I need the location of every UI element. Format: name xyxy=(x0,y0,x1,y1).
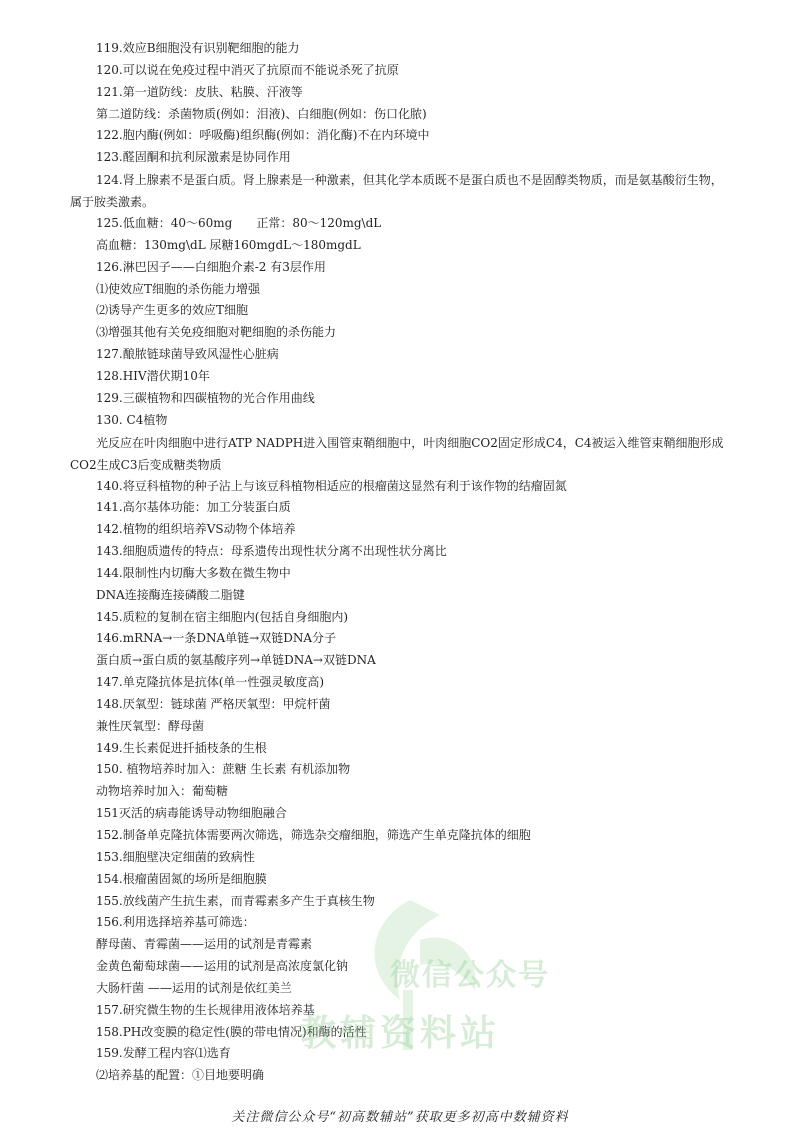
text-line: 152.制备单克隆抗体需要两次筛选，筛选杂交瘤细胞，筛选产生单克隆抗体的细胞 xyxy=(96,828,531,842)
text-line: 155.放线菌产生抗生素，而青霉素多产生于真核生物 xyxy=(96,893,375,908)
watermark-text-line2: 教辅资料站 xyxy=(300,1013,501,1054)
text-line: 120.可以说在免疫过程中消灭了抗原而不能说杀死了抗原 xyxy=(96,62,399,77)
text-line: 128.HIV潜伏期10年 xyxy=(96,368,210,383)
text-line: 大肠杆菌 ——运用的试剂是依红美兰 xyxy=(96,980,292,995)
text-line: ⑴使效应T细胞的杀伤能力增强 xyxy=(96,281,261,296)
text-line: ⑵诱导产生更多的效应T细胞 xyxy=(96,303,249,318)
text-line: 第二道防线：杀菌物质(例如：泪液)、白细胞(例如：伤口化脓) xyxy=(96,106,427,121)
text-line: 兼性厌氧型：酵母菌 xyxy=(96,718,205,733)
text-line: 141.高尔基体功能：加工分装蛋白质 xyxy=(96,500,291,515)
text-line: 144.限制性内切酶大多数在微生物中 xyxy=(96,565,291,580)
text-line: 122.胞内酶(例如：呼吸酶)组织酶(例如：消化酶)不在内环境中 xyxy=(96,128,430,143)
text-line: 150. 植物培养时加入：蔗糖 生长素 有机添加物 xyxy=(96,762,351,777)
text-line: 148.厌氧型：链球菌 严格厌氧型：甲烷杆菌 xyxy=(96,696,331,711)
text-line: 123.醛固酮和抗利尿激素是协同作用 xyxy=(96,150,291,165)
text-line: 156.利用选择培养基可筛选： xyxy=(96,915,255,930)
text-line: DNA连接酶连接磷酸二脂键 xyxy=(96,587,245,602)
text-line: 140.将豆科植物的种子沾上与该豆科植物相适应的根瘤菌这显然有利于该作物的结瘤固氮 xyxy=(96,478,567,493)
text-line: 146.mRNA→一条DNA单链→双链DNA分子 xyxy=(96,631,336,646)
text-line: 158.PH改变膜的稳定性(膜的带电情况)和酶的活性 xyxy=(96,1024,367,1039)
text-line: 125.低血糖：40～60mg 正常：80～120mg\dL xyxy=(96,216,382,231)
text-line: 159.发酵工程内容⑴选育 xyxy=(96,1046,231,1061)
text-line: 153.细胞壁决定细菌的致病性 xyxy=(96,849,255,864)
text-line: 动物培养时加入：葡萄糖 xyxy=(96,784,229,799)
text-line: 124.肾上腺素不是蛋白质。肾上腺素是一种激素，但其化学本质既不是蛋白质也不是固醇类物质，而是氨基酸衍生物，属于胺类激素。 xyxy=(70,173,723,210)
text-line: 121.第一道防线：皮肤、粘膜、汗液等 xyxy=(96,84,303,99)
text-line: 145.质粒的复制在宿主细胞内(包括自身细胞内) xyxy=(96,609,349,624)
text-line: 127.酿脓链球菌导致风湿性心脏病 xyxy=(96,347,279,362)
page-footer: 关注微信公众号“初高数辅站”获取更多初高中数辅资料 xyxy=(231,1110,569,1125)
text-line: 金黄色葡萄球菌——运用的试剂是高浓度氯化钠 xyxy=(96,959,349,974)
text-line: 143.细胞质遗传的特点：母系遗传出现性状分离不出现性状分离比 xyxy=(96,544,447,559)
text-line: 142.植物的组织培养VS动物个体培养 xyxy=(96,522,296,537)
text-line: 126.淋巴因子——白细胞介素-2 有3层作用 xyxy=(96,259,326,274)
text-line: 157.研究微生物的生长规律用液体培养基 xyxy=(96,1002,315,1017)
text-line: 蛋白质→蛋白质的氨基酸序列→单链DNA→双链DNA xyxy=(96,653,376,668)
watermark-text-line1: 微信公众号 xyxy=(390,958,550,993)
text-line: 151灭活的病毒能诱导动物细胞融合 xyxy=(96,806,287,821)
text-line: 酵母菌、青霉菌——运用的试剂是青霉素 xyxy=(96,937,313,952)
text-line: 154.根瘤菌固氮的场所是细胞膜 xyxy=(96,871,267,886)
text-line: ⑵培养基的配置：①目地要明确 xyxy=(96,1068,265,1083)
text-line: 119.效应B细胞没有识别靶细胞的能力 xyxy=(96,41,300,55)
text-line: 光反应在叶肉细胞中进行ATP NADPH进入围管束鞘细胞中，叶肉细胞CO2固定形成C4，C4被运入维管束鞘细胞形成CO2生成C3后变成糖类物质 xyxy=(70,435,724,472)
text-line: 149.生长素促进扦插枝条的生根 xyxy=(96,740,267,755)
text-line: ⑶增强其他有关免疫细胞对靶细胞的杀伤能力 xyxy=(96,325,337,340)
text-line: 147.单克隆抗体是抗体(单一性强灵敏度高) xyxy=(96,675,325,690)
text-line: 130. C4植物 xyxy=(96,412,168,427)
text-line: 高血糖：130mg\dL 尿糖160mgdL～180mgdL xyxy=(96,237,361,252)
text-line: 129.三碳植物和四碳植物的光合作用曲线 xyxy=(96,390,315,405)
